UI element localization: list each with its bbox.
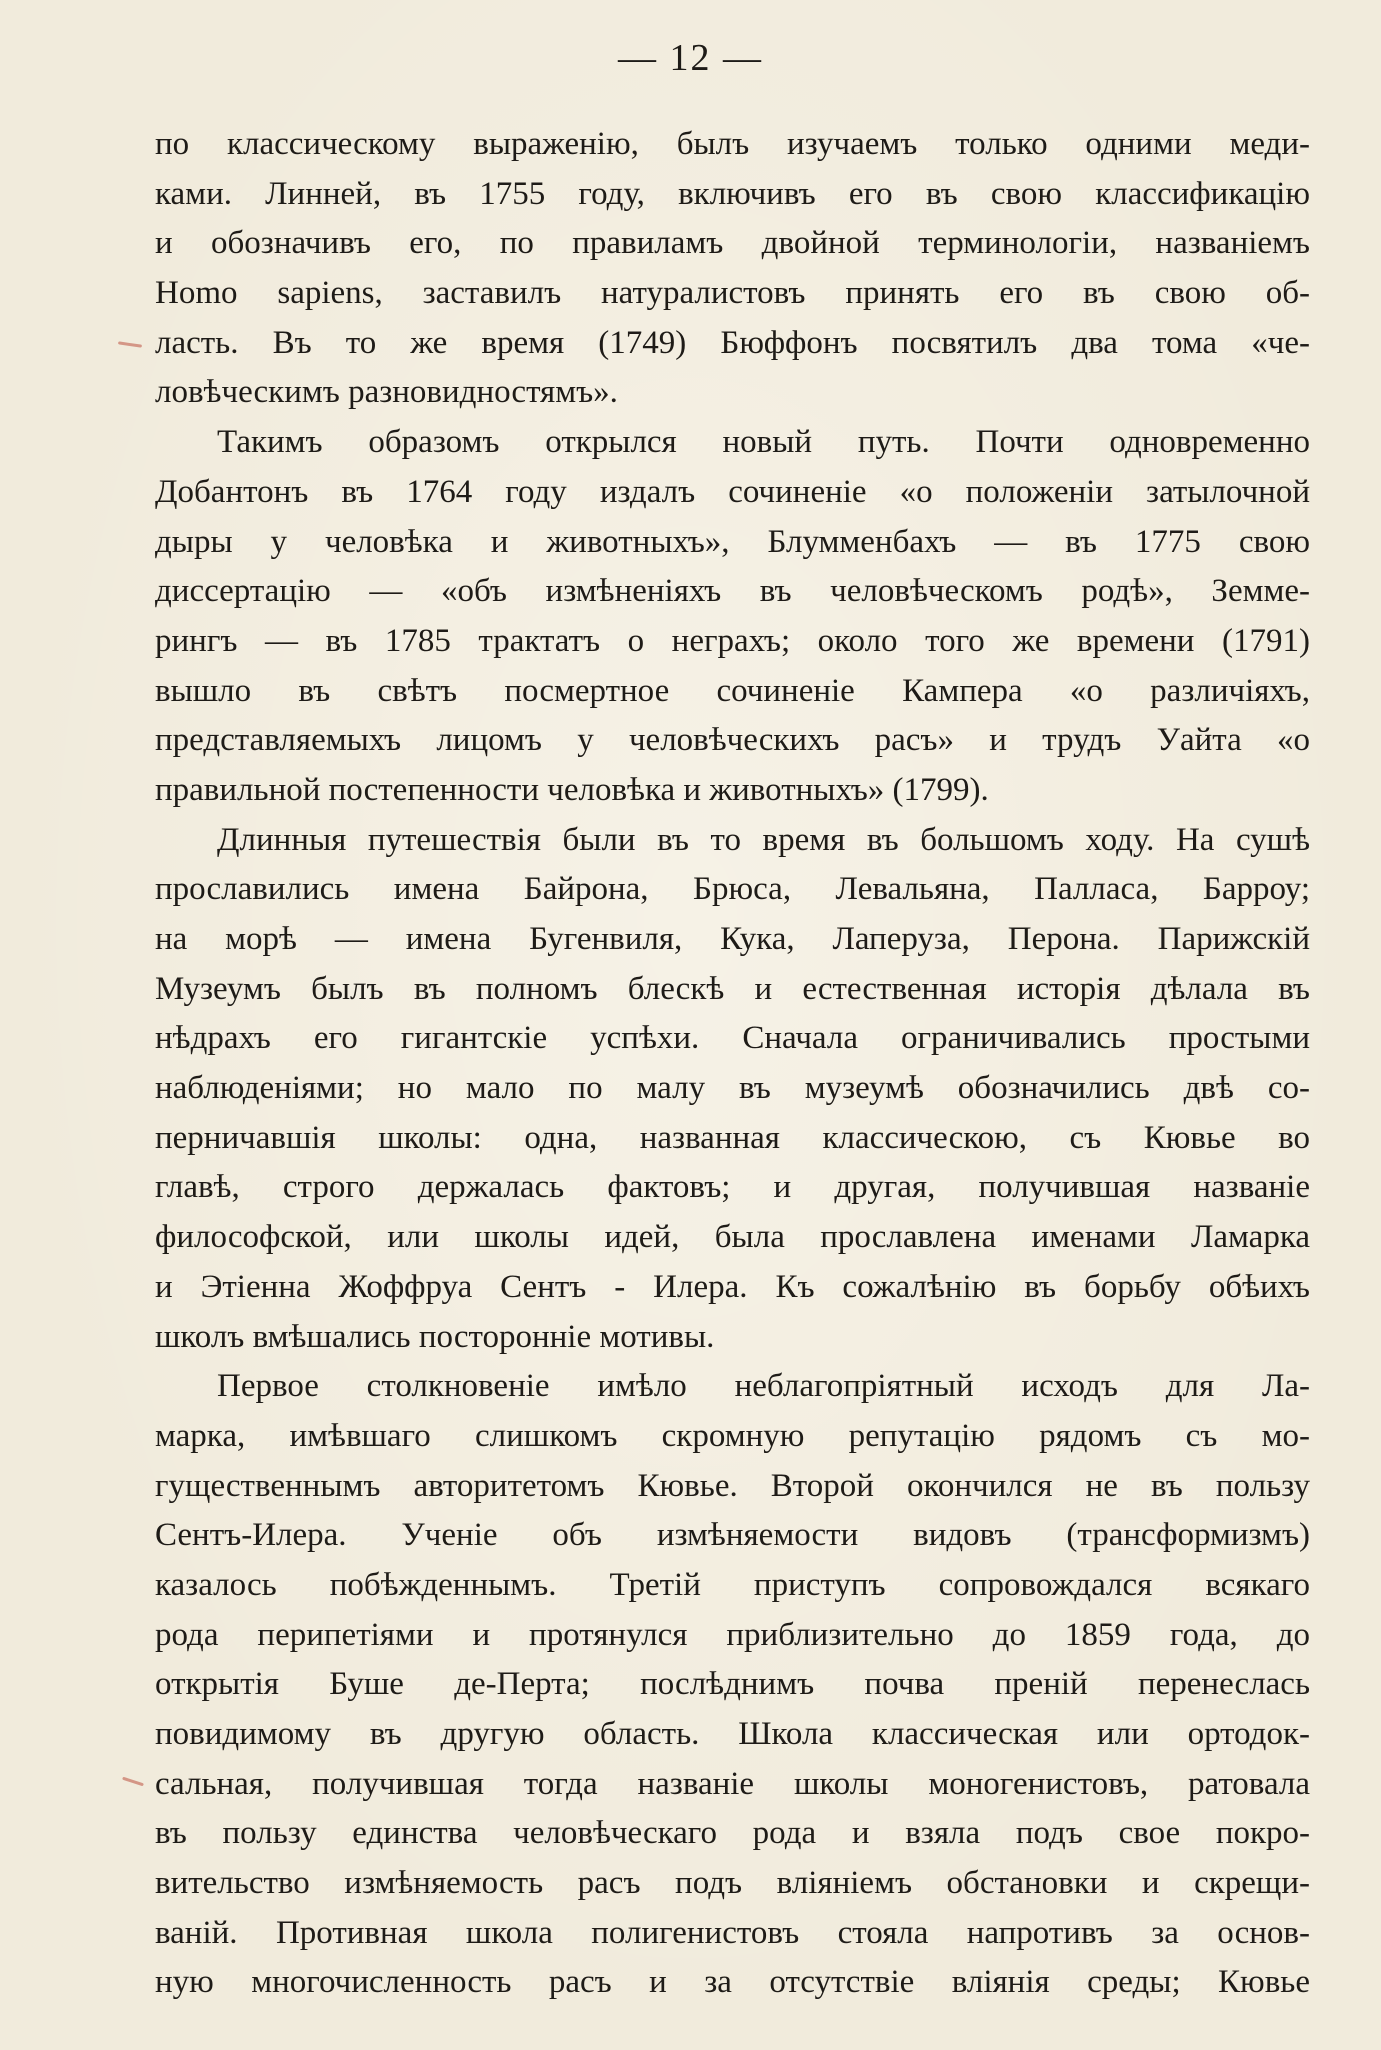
text-line: главѣ, строго держалась фактовъ; и другая, получившая названіе	[155, 1169, 1310, 1206]
text-line: сальная, получившая тогда названіе школы моногенистовъ, ратовала	[155, 1765, 1310, 1802]
text-line: философской, или школы идей, была прославлена именами Ламарка	[155, 1219, 1310, 1256]
margin-pencil-mark	[122, 1777, 144, 1787]
text-line: марка, имѣвшаго слишкомъ скромную репутацію рядомъ съ мо-	[155, 1417, 1310, 1454]
text-line: гущественнымъ авторитетомъ Кювье. Второй окончился не въ пользу	[155, 1467, 1310, 1504]
paragraph-start-line: Первое столкновеніе имѣло неблагопріятный исходъ для Ла-	[217, 1368, 1310, 1405]
text-line: дыры у человѣка и животныхъ», Блумменбахъ — въ 1775 свою	[155, 523, 1310, 560]
paragraph-end-line: правильной постепенности человѣка и животныхъ» (1799).	[155, 771, 989, 808]
text-line: ную многочисленность расъ и за отсутствіе вліянія среды; Кювье	[155, 1964, 1310, 2001]
text-line: ласть. Въ то же время (1749) Бюффонъ посвятилъ два тома «че-	[155, 324, 1310, 361]
text-line: нѣдрахъ его гигантскіе успѣхи. Сначала ограничивались простыми	[155, 1020, 1310, 1057]
paragraph-start-line: Длинныя путешествія были въ то время въ большомъ ходу. На сушѣ	[217, 821, 1310, 858]
text-line: перничавшія школы: одна, названная классическою, съ Кювье во	[155, 1119, 1310, 1156]
page-number: — 12 —	[618, 37, 763, 79]
text-line: казалось побѣжденнымъ. Третій приступъ сопровождался всякаго	[155, 1566, 1310, 1603]
text-line: Добантонъ въ 1764 году издалъ сочиненіе «о положеніи затылочной	[155, 473, 1310, 510]
text-line: Сентъ-Илера. Ученіе объ измѣняемости видовъ (трансформизмъ)	[155, 1517, 1310, 1554]
body-text	[155, 120, 1310, 2008]
text-line: ваній. Противная школа полигенистовъ стояла напротивъ за основ-	[155, 1914, 1310, 1951]
text-line: по классическому выраженію, былъ изучаемъ только одними меди-	[155, 126, 1310, 162]
text-line: рода перипетіями и протянулся приблизительно до 1859 года, до	[155, 1616, 1310, 1653]
text-line: представляемыхъ лицомъ у человѣческихъ расъ» и трудъ Уайта «о	[155, 722, 1310, 759]
paragraph-start-line: Такимъ образомъ открылся новый путь. Почти одновременно	[217, 424, 1310, 461]
text-line: открытія Буше де-Перта; послѣднимъ почва преній перенеслась	[155, 1666, 1310, 1703]
text-line: диссертацію — «объ измѣненіяхъ въ человѣческомъ родѣ», Земме-	[155, 573, 1310, 610]
text-line: вительство измѣняемость расъ подъ вліяніемъ обстановки и скрещи-	[155, 1865, 1310, 1902]
text-line: повидимому въ другую область. Школа классическая или ортодок-	[155, 1716, 1310, 1752]
text-line: прославились имена Байрона, Брюса, Левальяна, Палласа, Барроу;	[155, 871, 1310, 908]
text-line: наблюденіями; но мало по малу въ музеумѣ обозначились двѣ со-	[155, 1070, 1310, 1107]
paragraph-end-line: ловѣческимъ разновидностямъ».	[155, 374, 618, 411]
paragraph-end-line: школъ вмѣшались посторонніе мотивы.	[155, 1318, 715, 1355]
text-line: рингъ — въ 1785 трактатъ о неграхъ; около того же времени (1791)	[155, 622, 1310, 659]
text-line: въ пользу единства человѣческаго рода и взяла подъ свое покро-	[155, 1815, 1310, 1852]
text-line: и Этіенна Жоффруа Сентъ - Илера. Къ сожалѣнію въ борьбу обѣихъ	[155, 1268, 1310, 1305]
margin-pencil-mark	[118, 341, 142, 347]
text-line: Музеумъ былъ въ полномъ блескѣ и естественная исторія дѣлала въ	[155, 970, 1310, 1007]
text-line: Homo sapiens, заставилъ натуралистовъ принять его въ свою об-	[155, 275, 1310, 312]
text-line: ками. Линней, въ 1755 году, включивъ его въ свою классификацію	[155, 175, 1310, 212]
text-line: на морѣ — имена Бугенвиля, Кука, Лаперуза, Перона. Парижскій	[155, 921, 1310, 957]
text-line: и обозначивъ его, по правиламъ двойной терминологіи, названіемъ	[155, 225, 1310, 262]
text-line: вышло въ свѣтъ посмертное сочиненіе Кампера «о различіяхъ,	[155, 672, 1310, 709]
